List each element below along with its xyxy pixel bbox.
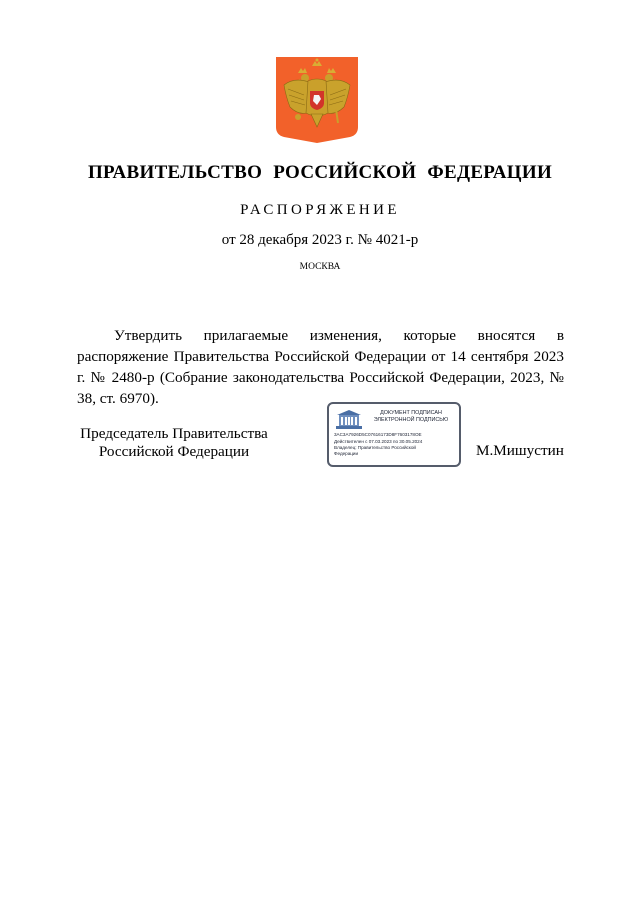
- government-title: ПРАВИТЕЛЬСТВО РОССИЙСКОЙ ФЕДЕРАЦИИ: [87, 162, 553, 183]
- signer-name: М.Мишустин: [476, 442, 564, 459]
- stamp-title-line1: ДОКУМЕНТ ПОДПИСАН: [380, 410, 442, 416]
- stamp-title-line2: ЭЛЕКТРОННОЙ ПОДПИСЬЮ: [373, 417, 449, 423]
- document-date-number: от 28 декабря 2023 г. № 4021-р: [221, 232, 419, 248]
- document-city: МОСКВА: [299, 262, 341, 272]
- document-type: РАСПОРЯЖЕНИЕ: [240, 202, 400, 218]
- signer-position-line2: Российской Федерации: [98, 443, 250, 460]
- government-building-icon: [336, 409, 362, 434]
- body-paragraph: Утвердить прилагаемые изменения, которые вносятся в распоряжение Правительства Российской Федерации от 14 сентября 2023 г. № 2480-р (Собрание законодательства Российской Федерации, 2023, № 38, ст. 6970).: [77, 327, 564, 407]
- stamp-certificate: 3AC3A7926D5C07616173D8F7603178OE: [334, 432, 422, 437]
- electronic-signature-stamp: [327, 402, 461, 467]
- stamp-owner-line2: Федерации: [334, 451, 359, 456]
- signer-position: [79, 425, 269, 461]
- signer-position-line1: Председатель Правительства: [80, 425, 268, 442]
- coat-of-arms-emblem: [276, 57, 358, 143]
- stamp-title: [365, 410, 457, 424]
- document-body: [77, 325, 564, 409]
- stamp-validity: Действителен с 07.03.2023 по 30.05.2024: [334, 439, 423, 444]
- stamp-owner-line1: Владелец: Правительство Российской: [334, 445, 416, 450]
